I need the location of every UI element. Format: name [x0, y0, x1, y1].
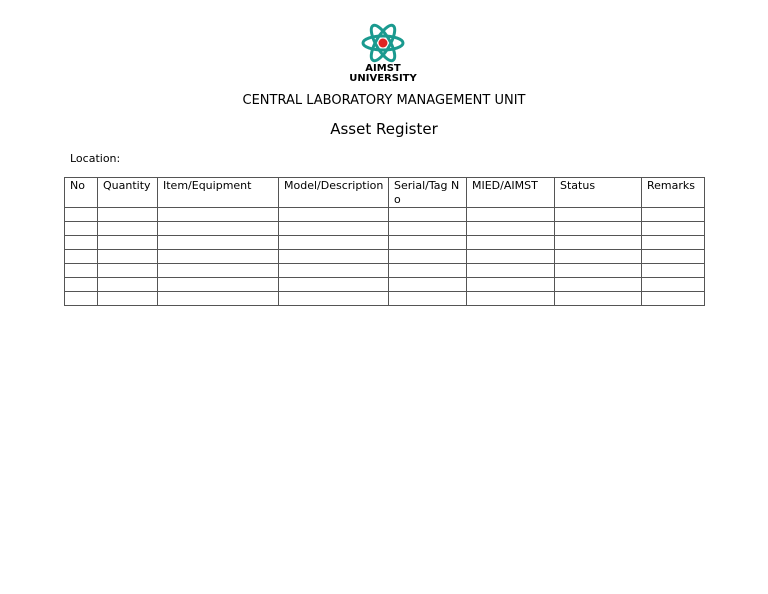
table-row: [65, 208, 705, 222]
table-cell[interactable]: [158, 278, 279, 292]
table-cell[interactable]: [98, 250, 158, 264]
table-cell[interactable]: [279, 292, 389, 306]
table-row: [65, 222, 705, 236]
table-cell[interactable]: [158, 222, 279, 236]
column-header-mied-aimst: MIED/AIMST: [467, 178, 555, 208]
table-cell[interactable]: [98, 208, 158, 222]
table-cell[interactable]: [158, 264, 279, 278]
table-cell[interactable]: [467, 264, 555, 278]
table-cell[interactable]: [555, 278, 642, 292]
unit-title: CENTRAL LABORATORY MANAGEMENT UNIT: [242, 93, 526, 108]
asset-register-table: [64, 177, 705, 306]
table-cell[interactable]: [65, 278, 98, 292]
aimst-logo: [344, 22, 422, 84]
table-cell[interactable]: [467, 222, 555, 236]
table-cell[interactable]: [467, 278, 555, 292]
table-cell[interactable]: [389, 264, 467, 278]
table-cell[interactable]: [642, 236, 705, 250]
table-cell[interactable]: [98, 278, 158, 292]
table-cell[interactable]: [65, 208, 98, 222]
table-cell[interactable]: [158, 292, 279, 306]
table-cell[interactable]: [279, 250, 389, 264]
logo-text-line2: UNIVERSITY: [349, 73, 417, 84]
table-cell[interactable]: [279, 222, 389, 236]
logo-text-line1: AIMST: [365, 63, 401, 74]
table-cell[interactable]: [389, 208, 467, 222]
table-cell[interactable]: [642, 292, 705, 306]
table-row: [65, 292, 705, 306]
table-body: [65, 208, 705, 306]
table-cell[interactable]: [158, 236, 279, 250]
table-cell[interactable]: [98, 222, 158, 236]
table-row: [65, 236, 705, 250]
column-header-status: Status: [555, 178, 642, 208]
table-row: [65, 278, 705, 292]
table-cell[interactable]: [65, 292, 98, 306]
document-title: Asset Register: [330, 120, 438, 138]
table-cell[interactable]: [279, 208, 389, 222]
table-cell[interactable]: [555, 222, 642, 236]
table-cell[interactable]: [555, 292, 642, 306]
table-cell[interactable]: [555, 236, 642, 250]
column-header-quantity: Quantity: [98, 178, 158, 208]
table-header-row: [65, 178, 705, 208]
table-cell[interactable]: [65, 250, 98, 264]
table-cell[interactable]: [158, 208, 279, 222]
column-header-serial-tag-no: Serial/Tag No: [389, 178, 467, 208]
table-cell[interactable]: [279, 236, 389, 250]
table-cell[interactable]: [467, 250, 555, 264]
table-cell[interactable]: [279, 264, 389, 278]
table-cell[interactable]: [389, 250, 467, 264]
table-cell[interactable]: [389, 236, 467, 250]
table-cell[interactable]: [98, 264, 158, 278]
location-label: Location:: [70, 152, 121, 165]
table-cell[interactable]: [98, 292, 158, 306]
table-cell[interactable]: [467, 236, 555, 250]
column-header-model-description: Model/Description: [279, 178, 389, 208]
atom-icon: [360, 22, 406, 64]
table-cell[interactable]: [642, 208, 705, 222]
table-cell[interactable]: [98, 236, 158, 250]
table-cell[interactable]: [158, 250, 279, 264]
column-header-no: No: [65, 178, 98, 208]
table-cell[interactable]: [642, 264, 705, 278]
table-cell[interactable]: [389, 222, 467, 236]
table-row: [65, 250, 705, 264]
table-cell[interactable]: [467, 208, 555, 222]
column-header-item-equipment: Item/Equipment: [158, 178, 279, 208]
column-header-remarks: Remarks: [642, 178, 705, 208]
table-cell[interactable]: [279, 278, 389, 292]
table-cell[interactable]: [642, 278, 705, 292]
table-cell[interactable]: [389, 278, 467, 292]
table-cell[interactable]: [65, 264, 98, 278]
table-cell[interactable]: [65, 236, 98, 250]
table-cell[interactable]: [555, 250, 642, 264]
table-cell[interactable]: [555, 208, 642, 222]
table-cell[interactable]: [642, 222, 705, 236]
table-cell[interactable]: [467, 292, 555, 306]
table-cell[interactable]: [389, 292, 467, 306]
table-cell[interactable]: [642, 250, 705, 264]
table-cell[interactable]: [555, 264, 642, 278]
table-cell[interactable]: [65, 222, 98, 236]
table-row: [65, 264, 705, 278]
